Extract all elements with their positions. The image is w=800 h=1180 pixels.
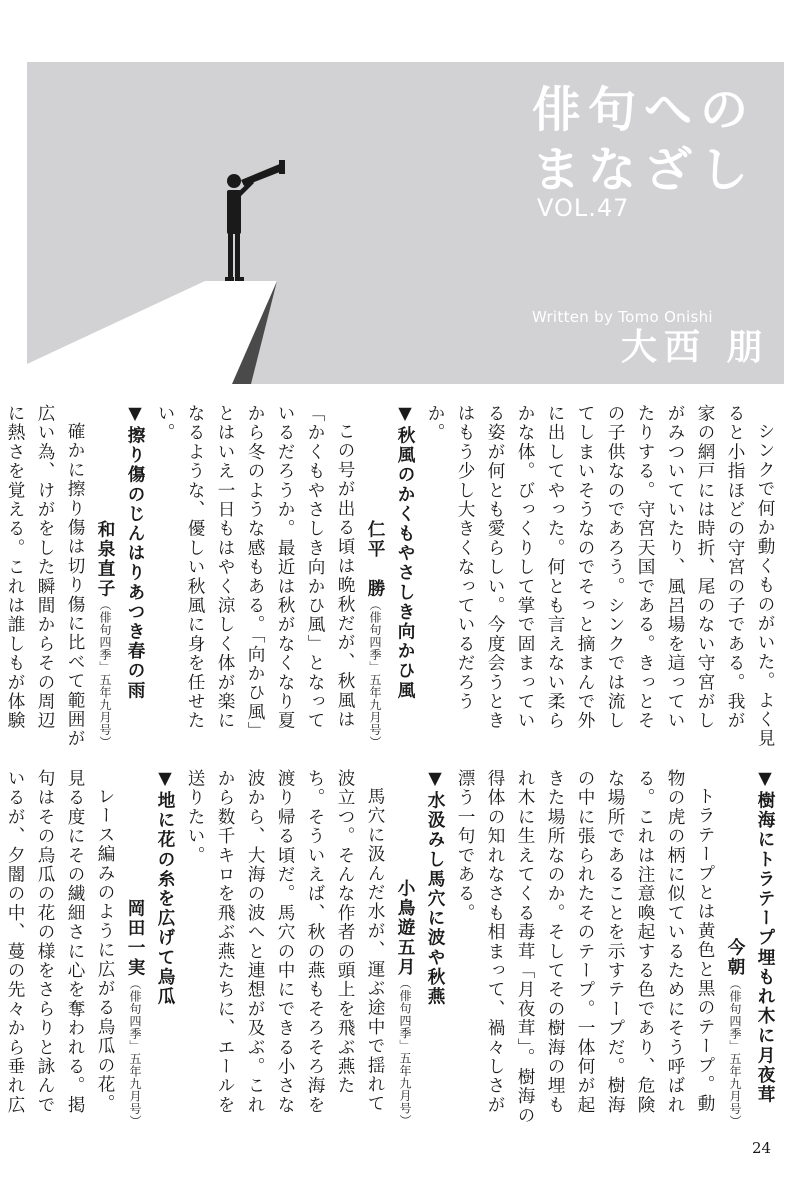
written-by-credit: Written by Tomo Onishi [532, 308, 713, 326]
haiku-5-citation [120, 769, 150, 1127]
haiku-2-commentary: 確かに擦り傷は切り傷に比べて範囲が広い為、けがをした瞬間からその周辺に熱さを覚える。これは誰しもが体験 [5, 404, 85, 748]
haiku-3-poet: 今朝 [725, 937, 745, 977]
haiku-5: ▼地に花の糸を広げて烏瓜 [155, 769, 175, 1007]
haiku-3-citation [720, 769, 750, 1127]
article-upper-tier [5, 404, 780, 748]
volume-number: VOL.47 [537, 194, 630, 222]
haiku-1-commentary: この号が出る頃は晩秋だが、秋風は「かくもやさしき向かひ風」となっているだろうか。最近は秋がなくなり夏から冬のような感もある。「向かひ風」とはいえ一日もはやく涼しく体が楽になるような、優しい秋風に身を任せたい。 [155, 404, 355, 741]
haiku-1-source: （俳句四季」五年九月号） [368, 598, 382, 748]
header-illustration [27, 62, 784, 384]
haiku-5-source: （俳句四季」五年九月号） [128, 977, 142, 1127]
haiku-3-source: （俳句四季」五年九月号） [728, 977, 742, 1127]
haiku-2: ▼擦り傷のじんはりあつき春の雨 [125, 404, 145, 701]
haiku-4: ▼水汲みし馬穴に波や秋燕 [425, 769, 445, 1007]
haiku-5-commentary: レース編みのように広がる烏瓜の花。見る度にその繊細さに心を奪われる。掲句はその烏瓜の花の様をさらりと詠んでいるが、夕闇の中、蔓の先々から垂れ広 [5, 769, 115, 1115]
haiku-1-poet: 仁平 勝 [365, 519, 385, 598]
haiku-1-citation [360, 404, 390, 748]
haiku-4-poet: 小鳥遊五月 [395, 879, 415, 977]
title-line-2: まなざし [532, 142, 757, 198]
haiku-4-commentary: 馬穴に汲んだ水が、運ぶ途中で揺れて波立つ。そんな作者の頭上を飛ぶ燕たち。そういえば、秋の燕もそろそろ海を渡り帰る頃だ。馬穴の中にできる小さな波から、大海の波へと連想が及ぶ。これから数千キロを飛ぶ燕たちに、エールを送りたい。 [185, 769, 385, 1115]
series-title [532, 80, 756, 200]
man-with-telescope-figure [225, 160, 285, 281]
article-lower-tier [5, 769, 780, 1127]
author-name: 大西 朋 [621, 327, 770, 368]
haiku-2-citation [90, 404, 120, 748]
haiku-4-citation [390, 769, 420, 1127]
haiku-3: ▼樹海にトラテープ埋もれ木に月夜茸 [755, 769, 775, 1105]
intro-paragraph: シンクで何か動くものがいた。よく見ると小指ほどの守宮の子である。我が家の網戸には時折、尾のない守宮がしがみついていたり、風呂場を這っていたりする。守宮天国である。きっとその子供なのであろう。シンクでは流してしまいそうなのでそっと摘まんで外に出してやった。何とも言えない柔らかな体。びっくりして掌で固まっている姿が何とも愛らしい。今度会うときはもう少し大きくなっているだろうか。 [425, 404, 775, 748]
haiku-5-poet: 岡田一実 [125, 898, 145, 977]
haiku-3-commentary: トラテープとは黄色と黒のテープ。動物の虎の柄に似ているためにそう呼ばれる。これは注意喚起する色であり、危険な場所であることを示すテープだ。樹海の中に張られたそのテープ。一体何が起きた場所なのか。そしてその樹海の埋もれ木に生えてくる毒茸「月夜茸」。樹海の得体の知れなさも相まって、禍々しさが漂う一句である。 [455, 769, 715, 1125]
haiku-2-source: （俳句四季」五年九月号） [98, 598, 112, 748]
title-line-1: 俳句への [532, 82, 757, 138]
page-number: 24 [752, 1139, 772, 1157]
haiku-1: ▼秋風のかくもやさしき向かひ風 [395, 404, 415, 701]
haiku-4-source: （俳句四季」五年九月号） [398, 977, 412, 1127]
haiku-2-poet: 和泉直子 [95, 519, 115, 598]
